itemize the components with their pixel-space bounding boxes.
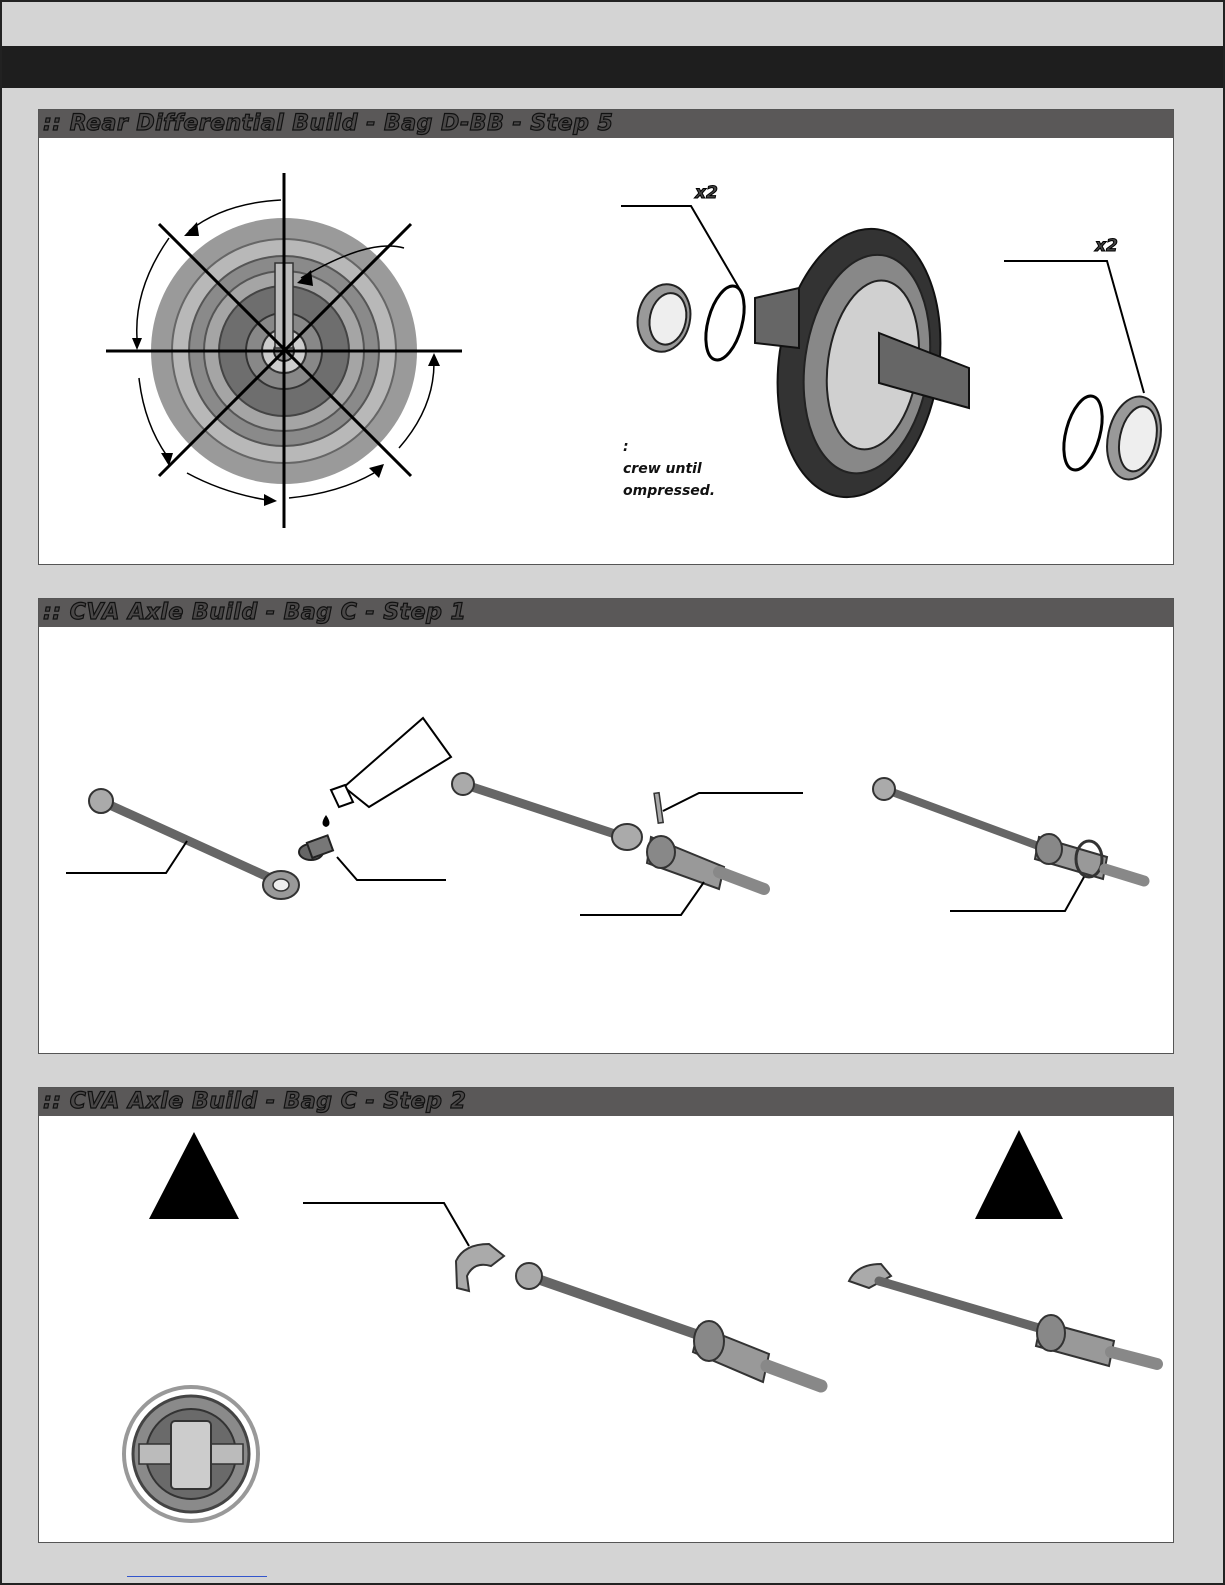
panel-header (39, 599, 1173, 627)
quantity-label-right: x2 (1095, 236, 1118, 256)
panel-header (39, 110, 1173, 138)
section-title: :: Rear Differential Build - Bag D-BB - Step 5 (43, 111, 614, 136)
rear-diff-illustration (39, 138, 1173, 564)
rear-diff-step5-panel (38, 109, 1174, 565)
assembled-axle-with-pin (452, 773, 803, 915)
cva-axle-step2-panel (38, 1087, 1174, 1543)
cva-axle-exploded (516, 1263, 821, 1386)
cva-axle-step2-illustration (39, 1116, 1173, 1542)
bearing-left (631, 279, 696, 356)
cva-axle-step1-illustration (39, 627, 1173, 1053)
bearing-right (1100, 392, 1168, 485)
axle-clip-part (456, 1244, 504, 1291)
assembly-note: : crew until ompressed. (623, 439, 716, 499)
panel-header (39, 1088, 1173, 1116)
quantity-label-left: x2 (695, 183, 718, 203)
dogbone-part (66, 789, 299, 899)
cva-axle-assembled (849, 1264, 1157, 1366)
assembled-axle-with-collar (873, 778, 1144, 911)
cva-axle-step1-panel (38, 598, 1174, 1054)
top-banner (2, 46, 1223, 88)
footer-link[interactable] (127, 1576, 267, 1577)
tightening-pattern-diagram (106, 173, 462, 528)
section-title: :: CVA Axle Build - Bag C - Step 2 (43, 1089, 467, 1114)
cva-end-detail (124, 1387, 258, 1521)
warning-triangle-icon (975, 1130, 1063, 1219)
section-title: :: CVA Axle Build - Bag C - Step 1 (43, 600, 467, 625)
cross-pin-and-thread-lock (299, 718, 451, 880)
warning-triangle-icon (149, 1132, 239, 1219)
